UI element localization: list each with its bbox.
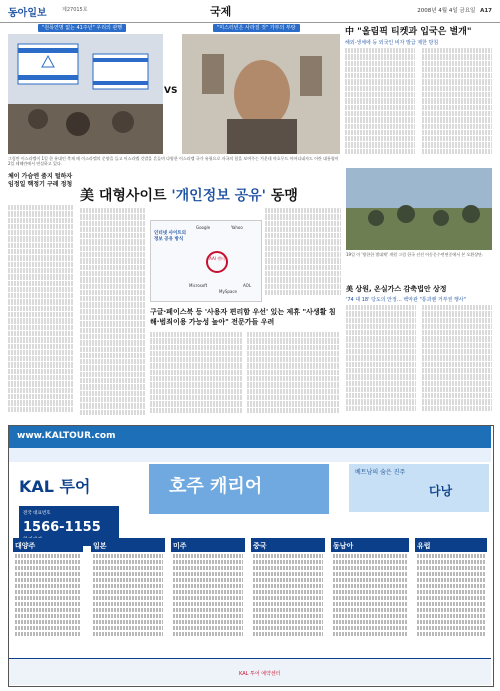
page-number: A17 <box>480 8 492 14</box>
ad-region-title: 중국 <box>251 540 325 552</box>
china-body-col1 <box>345 48 415 158</box>
main-body-col1 <box>80 208 146 418</box>
senate-subheadline: '74 대 18' 당도의 안정… 백악관 "통과땐 거부권 행사" <box>346 297 466 303</box>
china-body-col2 <box>422 48 492 158</box>
ad-region-title: 대양주 <box>13 540 83 552</box>
left-photo-label: "원폭연명 없는 41주년" 우리의 관행 <box>38 24 126 32</box>
ad-strip <box>9 448 491 462</box>
main-headline-post: 동맹 <box>265 188 298 204</box>
ad-region-title: 일본 <box>91 540 165 552</box>
issue-number: 제27015호 <box>62 7 88 13</box>
speaker-image <box>182 34 340 154</box>
ad-phone-label: 전국 대표번호 <box>23 511 51 516</box>
ad-footer-text: KAL 투어 예약센터 <box>239 671 281 677</box>
main-subheadline: 구글·페이스북 등 '사용자 편리함 우선' 있는 제휴 "사생활 침해·범죄이용 가능성 높아" 전문가들 우려 <box>150 308 336 326</box>
section-title: 국제 <box>210 5 232 18</box>
ad-region-cell <box>415 538 487 656</box>
main-body-col3 <box>150 332 242 418</box>
photo-caption-bar <box>8 24 338 33</box>
ad-promo <box>149 464 329 514</box>
ad-region-cell <box>91 538 165 656</box>
diagram-center: AAI 센터 <box>206 251 228 273</box>
diagram-node: Microsoft <box>189 283 208 288</box>
main-headline-highlight: '개인정보 공유' <box>171 188 266 204</box>
ad-header <box>9 426 491 448</box>
main-headline <box>80 185 298 205</box>
newspaper-logo: 동아일보 <box>8 8 47 19</box>
ad-danang-banner <box>349 464 489 512</box>
senate-body-col2 <box>422 305 492 417</box>
ad-banner-title: 다낭 <box>429 484 453 498</box>
masthead <box>0 0 500 23</box>
senate-story <box>346 284 492 303</box>
ad-region-title: 동남아 <box>331 540 409 552</box>
china-headline: 中 "올림픽 티켓과 입국은 별개" <box>345 27 472 37</box>
feature-body <box>8 205 74 415</box>
speech-photo <box>182 34 340 154</box>
date-text: 2008년 4월 4일 금요일 <box>417 8 476 14</box>
feature-headline: 체이 가슴엔 쥼지 털하자 임정일 핵정기 구레 정청 <box>8 173 73 188</box>
diagram-node: AOL <box>243 283 252 288</box>
china-olympics-story <box>345 24 493 46</box>
ad-banner-text: 베트남의 숨은 진주 <box>355 469 406 476</box>
diagram-node: MySpace <box>219 289 238 294</box>
ad-region-title: 미주 <box>171 540 245 552</box>
main-body-col4 <box>247 332 339 418</box>
ad-phone-number: 1566-1155 <box>23 520 101 535</box>
info-sharing-diagram <box>150 220 262 302</box>
diagram-title: 인터넷 사이트의 정보 공유 방식 <box>154 231 186 242</box>
crowd-photo-image <box>346 168 492 250</box>
travel-advertisement[interactable] <box>8 425 494 687</box>
senate-body-col1 <box>346 305 416 417</box>
photo2-caption: 19일 이 '방한한 별대체' 개원 그림 한국 선진 아동문수련연중에서 본 오환상단. <box>346 252 484 257</box>
ad-region-title: 유럽 <box>415 540 487 552</box>
main-headline-pre: 美 대형사이트 <box>80 188 172 204</box>
ad-promo-text: 호주 캐리어 <box>169 476 263 497</box>
diagram-node: Yahoo <box>231 225 243 230</box>
ad-url[interactable]: www.KALTOUR.com <box>17 431 116 441</box>
china-subheadline: 해외·생체에 등 외국인 비자 발급 제한 방침 <box>345 40 439 46</box>
right-photo-label: "미스터빈은 사라질 것" 가부의 부랑 <box>213 24 300 32</box>
rally-photo <box>8 34 163 154</box>
ad-region-cell <box>171 538 245 656</box>
photo-caption: 그림만 이스라엘이 1일 한 유대인 축제 때 이스라엘의 문양을 들고 이스라엘 깃발을 흔들며 다양한 이스라엘 국가 유형으로 자국의 힘을 보여주는 가운데 마흐무드 아마디네자드 이란 대통령이 2일 테헤란에서 연설하고 있다. <box>8 156 339 166</box>
ad-brand: KAL 투어 <box>19 477 91 496</box>
senate-headline: 美 상원, 온실가스 감축법안 상정 <box>346 285 447 293</box>
ad-region-cell <box>331 538 409 656</box>
dateline <box>417 6 492 14</box>
ad-region-cell <box>13 538 83 656</box>
main-body-col2 <box>265 208 341 300</box>
ad-region-cell <box>251 538 325 656</box>
versus-label: VS <box>164 86 178 96</box>
flag-crowd-image <box>8 34 163 154</box>
diagram-node: Google <box>196 225 211 230</box>
greenhouse-photo <box>346 168 492 250</box>
